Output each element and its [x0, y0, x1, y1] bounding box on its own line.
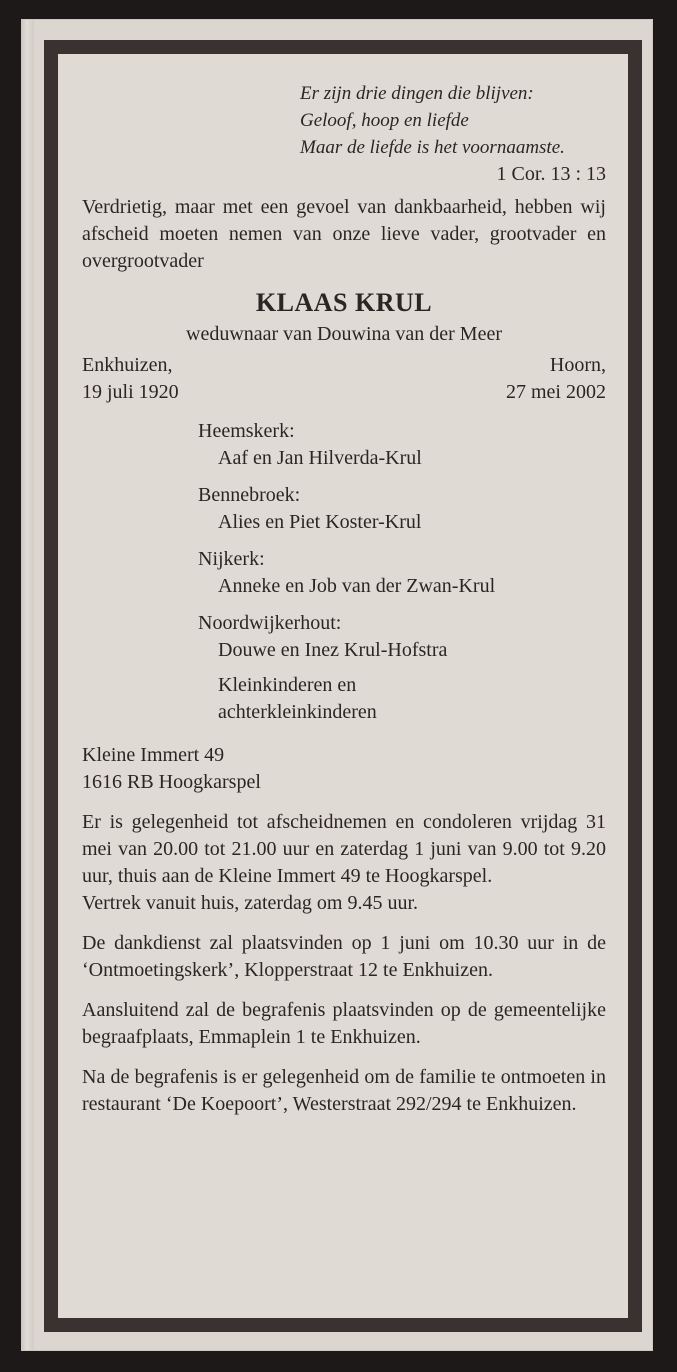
family-group [198, 610, 606, 664]
condolence-info [82, 809, 606, 917]
family-group [198, 546, 606, 600]
intro-text: Verdrietig, maar met een gevoel van dankbaarheid, hebben wij afscheid moeten nemen van onze lieve vader, grootvader en overgrootvader [82, 196, 606, 272]
family-names: Anneke en Job van der Zwan-Krul [218, 575, 496, 597]
address-postal: 1616 RB Hoogkarspel [82, 771, 261, 793]
verse-line: Er zijn drie dingen die blijven: [300, 83, 534, 104]
family-names: Alies en Piet Koster-Krul [218, 511, 422, 533]
family-place: Bennebroek: [198, 484, 301, 506]
family-place: Heemskerk: [198, 420, 295, 442]
birth-place: Enkhuizen, [82, 354, 173, 376]
burial-text: Aansluitend zal de begrafenis plaatsvinden op de gemeentelijke begraafplaats, Emmaplein 1 te Enkhuizen. [82, 999, 606, 1048]
address-street: Kleine Immert 49 [82, 744, 225, 766]
clipping-edge [22, 20, 34, 1350]
family-group [198, 482, 606, 536]
birth-info [82, 352, 179, 406]
service-text: De dankdienst zal plaatsvinden op 1 juni om 10.30 uur in de ‘Ontmoetingskerk’, Klopperstraat 12 te Enkhuizen. [82, 932, 606, 981]
family-list [82, 418, 606, 664]
verse-line: Geloof, hoop en liefde [300, 110, 469, 131]
reception-text: Na de begrafenis is er gelegenheid om de familie te ontmoeten in restaurant ‘De Koepoort’, Westerstraat 292/294 te Enkhuizen. [82, 1066, 606, 1115]
verse-line: Maar de liefde is het voornaamste. [300, 137, 565, 158]
grandchildren [82, 672, 606, 726]
life-dates [82, 352, 606, 406]
family-place: Noordwijkerhout: [198, 612, 342, 634]
birth-date: 19 juli 1920 [82, 381, 179, 403]
family-place: Nijkerk: [198, 548, 265, 570]
death-date: 27 mei 2002 [506, 381, 606, 403]
family-names: Aaf en Jan Hilverda-Krul [218, 447, 422, 469]
grandchildren-line: achterkleinkinderen [218, 701, 377, 723]
bible-verse [82, 80, 606, 161]
family-group [198, 418, 606, 472]
condolence-text: Er is gelegenheid tot afscheidnemen en condoleren vrijdag 31 mei van 20.00 tot 21.00 uur en zaterdag 1 juni van 9.00 tot 9.20 uur, thuis aan de Kleine Immert 49 te Hoogkarspel. [82, 811, 606, 887]
death-info [506, 352, 606, 406]
verse-reference: 1 Cor. 13 : 13 [496, 163, 606, 185]
death-place: Hoorn, [549, 354, 606, 376]
home-address [82, 742, 606, 796]
grandchildren-line: Kleinkinderen en [218, 674, 357, 696]
obituary-content [82, 80, 606, 1118]
family-names: Douwe en Inez Krul-Hofstra [218, 639, 448, 661]
widow-of: weduwnaar van Douwina van der Meer [186, 323, 502, 345]
obituary-frame [44, 40, 642, 1332]
departure-text: Vertrek vanuit huis, zaterdag om 9.45 uur. [82, 892, 419, 914]
deceased-name: KLAAS KRUL [255, 288, 433, 317]
